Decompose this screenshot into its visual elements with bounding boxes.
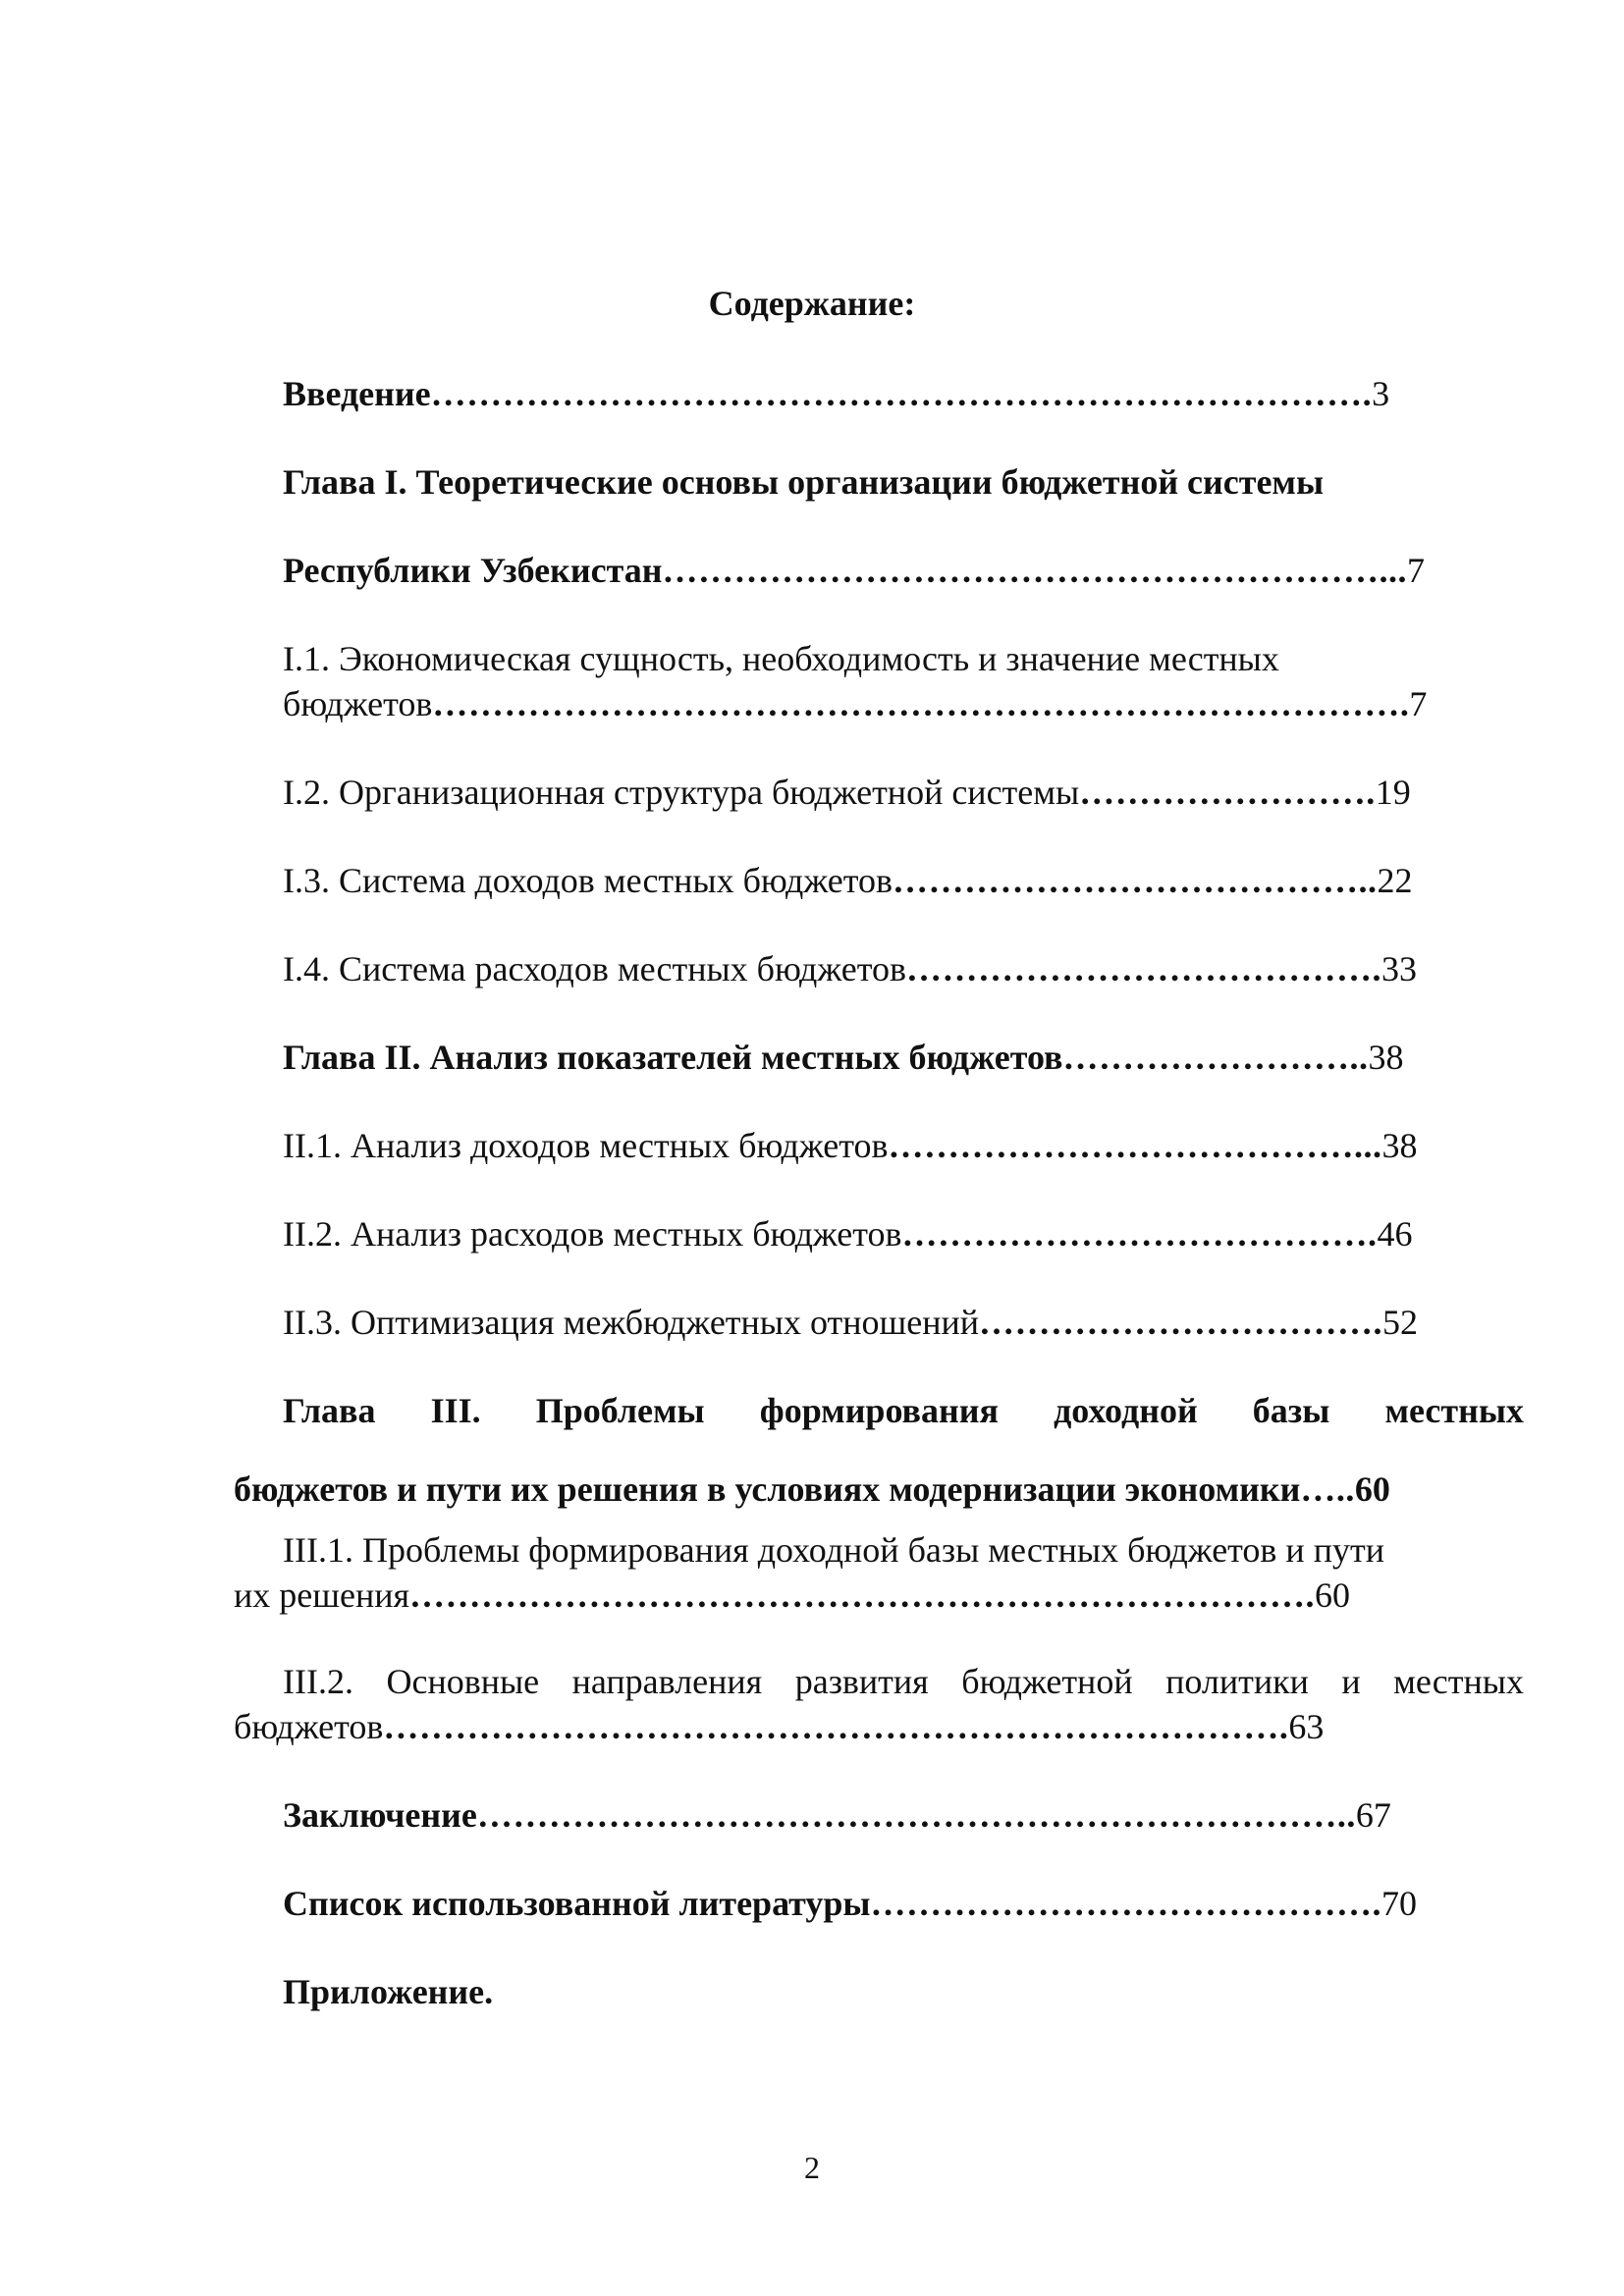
toc-entry-label: Глава II. Анализ показателей местных бюджетов — [283, 1038, 1063, 1077]
toc-section-1-2 — [283, 770, 1411, 815]
toc-entry-page: 46 — [1377, 1214, 1413, 1254]
toc-word: доходной — [1054, 1391, 1198, 1430]
toc-entry-intro — [283, 371, 1389, 416]
toc-entry-page: 70 — [1380, 1884, 1417, 1923]
toc-word: III.2. — [283, 1662, 353, 1701]
toc-word: и — [1341, 1662, 1361, 1701]
toc-entry-label: Введение — [283, 374, 431, 413]
toc-entry-dots: ……………………………………………………………….. — [476, 1795, 1356, 1835]
toc-entry-dots: …………………….. — [1062, 1038, 1369, 1077]
toc-entry-label: II.3. Оптимизация межбюджетных отношений — [283, 1303, 980, 1342]
toc-chapter-2 — [283, 1035, 1404, 1080]
toc-entry-dots: …………………………………………………………………. — [383, 1707, 1289, 1746]
toc-entry-page: 3 — [1372, 374, 1390, 413]
toc-word: развития — [794, 1662, 929, 1701]
toc-entry-label: бюджетов — [283, 684, 433, 723]
toc-entry-page: 7 — [1409, 684, 1428, 723]
toc-entry-page: 67 — [1355, 1795, 1391, 1835]
toc-entry-page: 33 — [1381, 949, 1418, 988]
toc-word: местных — [1384, 1391, 1524, 1430]
toc-entry-page: 63 — [1288, 1707, 1325, 1746]
toc-entry-page: 52 — [1382, 1303, 1419, 1342]
toc-entry-label: I.3. Система доходов местных бюджетов — [283, 861, 893, 900]
toc-word: формирования — [759, 1391, 999, 1430]
toc-chapter-3-line-1 — [283, 1388, 1524, 1433]
toc-entry-dots: ……………………………. — [979, 1303, 1383, 1342]
toc-word: Глава — [283, 1391, 376, 1430]
toc-entry-conclusion — [283, 1792, 1391, 1838]
toc-word: III. — [430, 1391, 481, 1430]
toc-entry-label: их решения — [234, 1575, 410, 1615]
toc-entry-dots: ………………………………….. — [892, 861, 1378, 900]
toc-entry-label: Заключение — [283, 1795, 477, 1835]
toc-word: Основные — [386, 1662, 540, 1701]
toc-entry-label: Список использованной литературы — [283, 1884, 871, 1923]
toc-word: бюджетной — [961, 1662, 1133, 1701]
toc-entry-dots: ……………………………………. — [870, 1884, 1381, 1923]
toc-entry-page: 19 — [1375, 773, 1411, 812]
toc-entry-literature — [283, 1881, 1417, 1926]
toc-section-3-1-line-2 — [234, 1573, 1350, 1618]
toc-section-2-3 — [283, 1300, 1418, 1345]
toc-entry-appendix: Приложение. — [283, 1972, 494, 2011]
toc-section-1-1-line-1: I.1. Экономическая сущность, необходимость и значение местных — [283, 639, 1279, 678]
toc-entry-page: 7 — [1406, 551, 1425, 590]
toc-section-3-2-line-1 — [283, 1659, 1524, 1704]
toc-chapter-1-line-2 — [283, 548, 1425, 593]
toc-section-1-1-line-2 — [283, 681, 1427, 726]
toc-word: местных — [1393, 1662, 1524, 1701]
toc-entry-dots: …………………………………. — [906, 949, 1382, 988]
toc-entry-label: бюджетов и пути их решения в условиях модернизации экономики — [234, 1469, 1301, 1509]
toc-entry-page: 60 — [1354, 1469, 1390, 1509]
toc-entry-dots: ….. — [1300, 1469, 1355, 1509]
toc-word: Проблемы — [535, 1391, 705, 1430]
toc-entry-dots: ……………………………………………………………………. — [430, 374, 1373, 413]
toc-entry-label: II.1. Анализ доходов местных бюджетов — [283, 1126, 889, 1165]
toc-entry-page: 38 — [1368, 1038, 1404, 1077]
toc-entry-dots: …………………………………………………………………. — [409, 1575, 1316, 1615]
toc-section-3-1-line-1: III.1. Проблемы формирования доходной базы местных бюджетов и пути — [283, 1530, 1384, 1570]
toc-section-3-2-line-2 — [234, 1704, 1324, 1749]
toc-entry-label: II.2. Анализ расходов местных бюджетов — [283, 1214, 902, 1254]
toc-word: направления — [571, 1662, 763, 1701]
page-number: 2 — [804, 2150, 820, 2185]
toc-entry-label: I.4. Система расходов местных бюджетов — [283, 949, 907, 988]
toc-entry-label: I.2. Организационная структура бюджетной системы — [283, 773, 1080, 812]
toc-section-2-1 — [283, 1123, 1417, 1168]
toc-entry-dots: ………………………………………………………………………. — [432, 684, 1410, 723]
toc-section-1-3 — [283, 858, 1412, 903]
toc-word: политики — [1165, 1662, 1309, 1701]
toc-entry-dots: …………………………………... — [888, 1126, 1382, 1165]
toc-chapter-1-line-1: Глава I. Теоретические основы организации бюджетной системы — [283, 462, 1325, 502]
toc-title: Содержание: — [708, 284, 916, 323]
toc-entry-page: 38 — [1381, 1126, 1418, 1165]
toc-section-1-4 — [283, 946, 1417, 991]
toc-entry-label: бюджетов — [234, 1707, 384, 1746]
toc-entry-page: 60 — [1315, 1575, 1351, 1615]
toc-entry-dots: …………………………………. — [901, 1214, 1378, 1254]
toc-entry-dots: ……………………………………………………... — [662, 551, 1407, 590]
toc-chapter-3-line-2 — [234, 1467, 1390, 1512]
toc-entry-page: 22 — [1377, 861, 1413, 900]
toc-section-2-2 — [283, 1211, 1413, 1256]
toc-entry-label: Республики Узбекистан — [283, 551, 663, 590]
toc-entry-dots: ……………………. — [1079, 773, 1376, 812]
toc-word: базы — [1252, 1391, 1330, 1430]
